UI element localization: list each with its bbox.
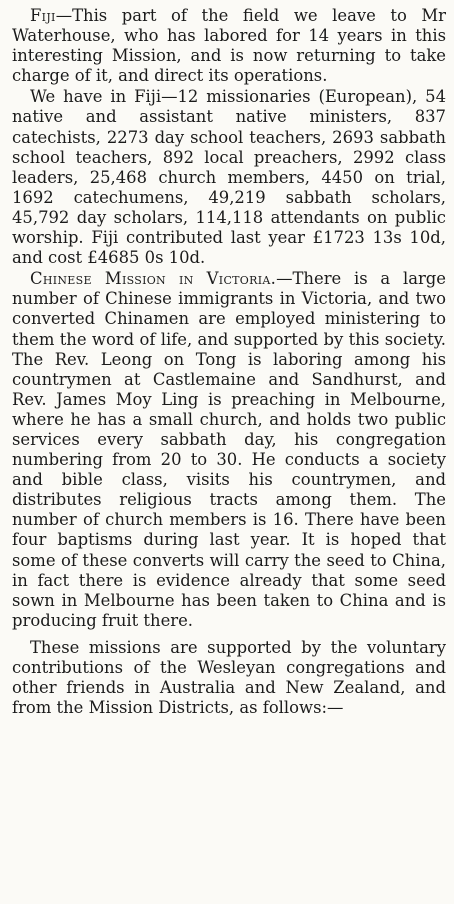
fiji-heading: Fiji	[30, 6, 56, 25]
chinese-mission-paragraph	[12, 269, 446, 631]
fiji-paragraph	[12, 6, 446, 86]
chinese-mission-heading: Chinese Mission in Victoria.	[30, 269, 277, 289]
fiji-statistics-paragraph: We have in Fiji—12 missionaries (European), 54 native and assistant native ministers, 837 catechists, 2273 day school teachers, 2693 sabbath school teachers, 892 local preachers, 2992 class leaders, 25,468 church members, 4450 on trial, 1692 catechumens, 49,219 sabbath scholars, 45,792 day scholars, 114,118 attendants on public worship. Fiji contributed last year £1723 13s 10d, and cost £4685 0s 10d.	[12, 87, 446, 268]
support-paragraph: These missions are supported by the voluntary contributions of the Wesleyan congregations and other friends in Australia and New Zealand, and from the Mission Districts, as follows:—	[12, 637, 446, 718]
chinese-mission-body: —There is a large number of Chinese immigrants in Victoria, and two converted Chinamen are employed ministering to them the word of life, and supported by this society. The Rev. Leong on Tong is laboring among his countrymen at Castlemaine and Sandhurst, and Rev. James Moy Ling is preaching in Melbourne, where he has a small church, and holds two public services every sabbath day, his congregation numbering from 20 to 30. He conducts a society and bible class, visits his countrymen, and distributes religious tracts among them. The number of church members is 16. There have been four baptisms during last year. It is hoped that some of these converts will carry the seed to China, in fact there is evidence already that some seed sown in Melbourne has been taken to China and is producing fruit there.	[12, 269, 446, 630]
fiji-body: —This part of the field we leave to Mr Waterhouse, who has labored for 14 years in this interesting Mission, and is now returning to take charge of it, and direct its operations.	[12, 6, 446, 86]
